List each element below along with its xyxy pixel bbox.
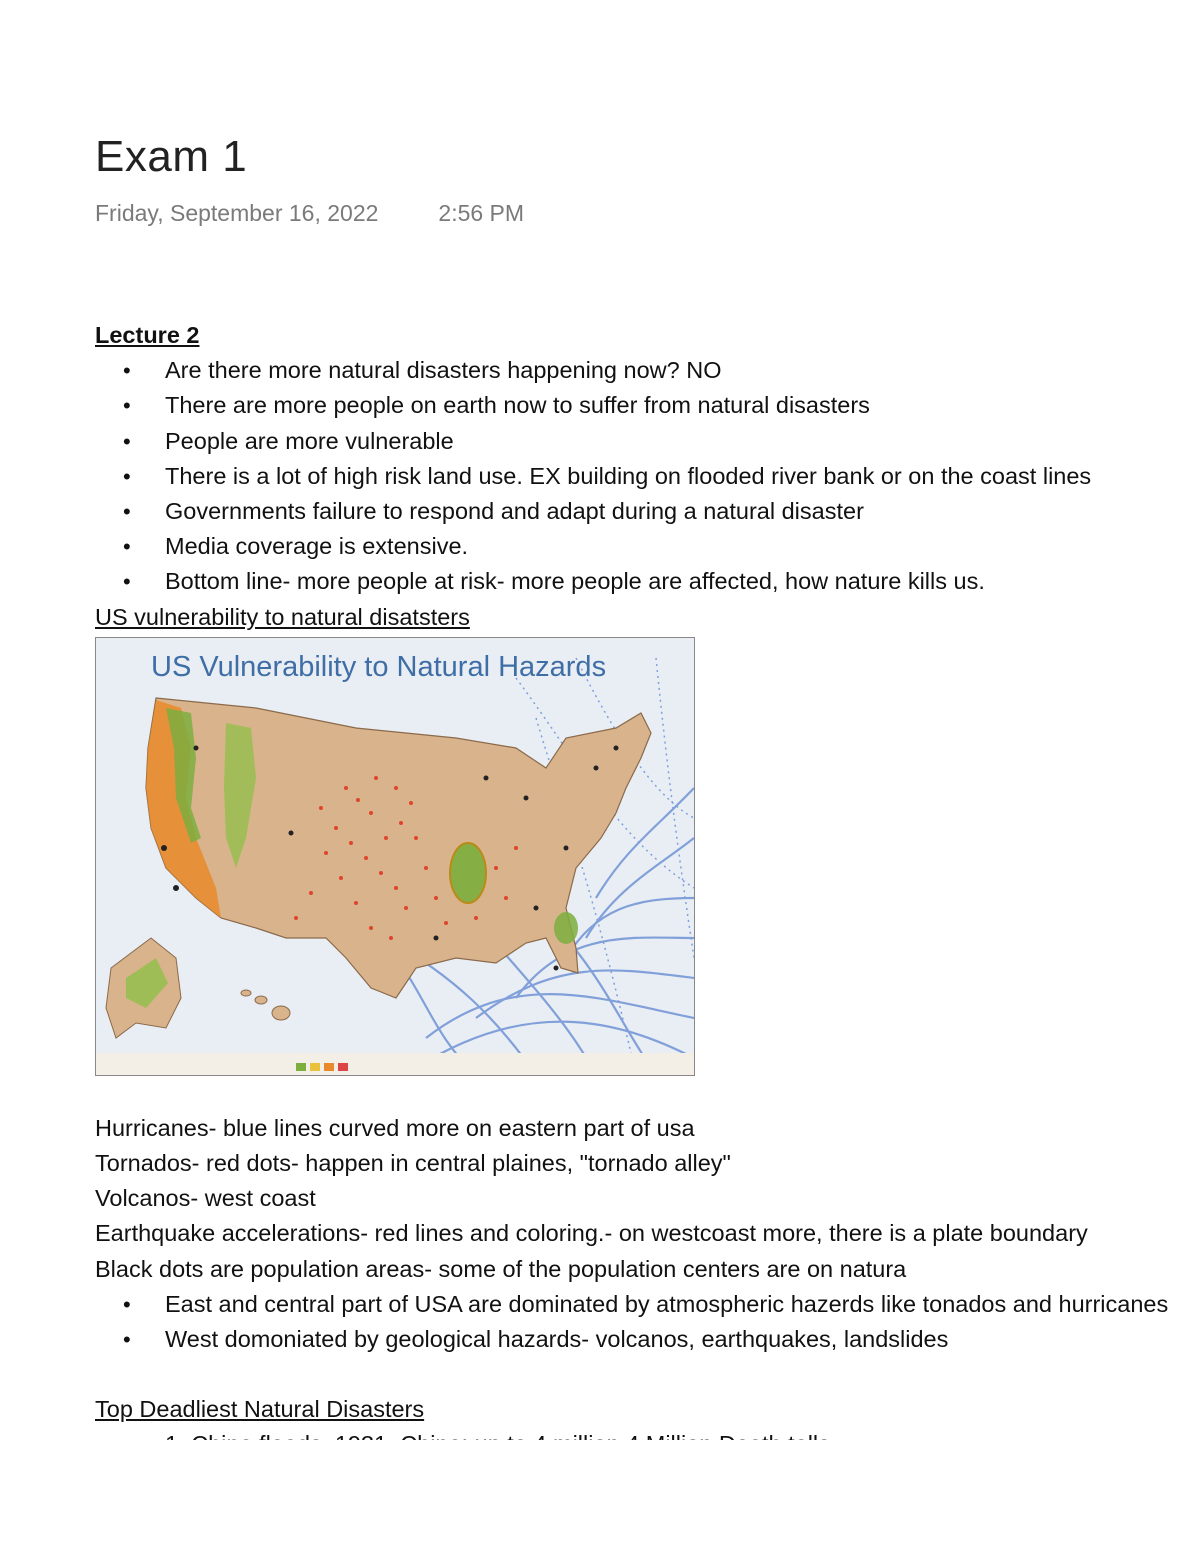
page-bottom-margin bbox=[0, 1440, 1200, 1553]
page-title: Exam 1 bbox=[95, 132, 248, 181]
list-item: • Bottom line- more people at risk- more people are affected, how nature kills us. bbox=[95, 564, 1200, 599]
list-item: • There are more people on earth now to suffer from natural disasters bbox=[95, 388, 1200, 423]
map-title: US Vulnerability to Natural Hazards bbox=[151, 650, 607, 683]
note-body bbox=[95, 318, 1200, 1463]
list-item: • Media coverage is extensive. bbox=[95, 529, 1200, 564]
spacer bbox=[95, 1076, 1200, 1111]
note-line: Tornados- red dots- happen in central plaines, "tornado alley" bbox=[95, 1150, 731, 1177]
deadliest-heading: Top Deadliest Natural Disasters bbox=[95, 1396, 425, 1423]
note-line: Hurricanes- blue lines curved more on eastern part of usa bbox=[95, 1114, 695, 1141]
note-line: Earthquake accelerations- red lines and coloring.- on westcoast more, there is a plate boundary bbox=[95, 1220, 1088, 1247]
list-item: • Are there more natural disasters happening now? NO bbox=[95, 353, 1200, 388]
note-line: Volcanos- west coast bbox=[95, 1185, 316, 1212]
lecture-bullet-list bbox=[95, 353, 1200, 599]
map-legend-strip bbox=[96, 1053, 694, 1075]
page-date: Friday, September 16, 2022 bbox=[95, 200, 379, 226]
vulnerability-heading: US vulnerability to natural disatsters bbox=[95, 603, 470, 630]
note-line: Black dots are population areas- some of the population centers are on natura bbox=[95, 1255, 907, 1282]
page-timestamp bbox=[95, 200, 524, 227]
vulnerability-bullet-list bbox=[95, 1287, 1200, 1357]
list-item: • Governments failure to respond and adapt during a natural disaster bbox=[95, 494, 1200, 529]
spacer bbox=[95, 1357, 1200, 1392]
lecture-heading: Lecture 2 bbox=[95, 322, 200, 348]
list-item: • East and central part of USA are dominated by atmospheric hazerds like tonados and hurricanes bbox=[95, 1287, 1200, 1322]
list-item: • There is a lot of high risk land use. EX building on flooded river bank or on the coast lines bbox=[95, 459, 1200, 494]
list-item: • People are more vulnerable bbox=[95, 424, 1200, 459]
page-time: 2:56 PM bbox=[438, 200, 525, 226]
new-madrid-zone bbox=[450, 843, 486, 903]
us-hazards-map bbox=[96, 638, 694, 1075]
charleston-zone bbox=[554, 912, 578, 944]
us-hazards-map-image bbox=[95, 637, 695, 1076]
list-item: • West domoniated by geological hazards- volcanos, earthquakes, landslides bbox=[95, 1322, 1200, 1357]
